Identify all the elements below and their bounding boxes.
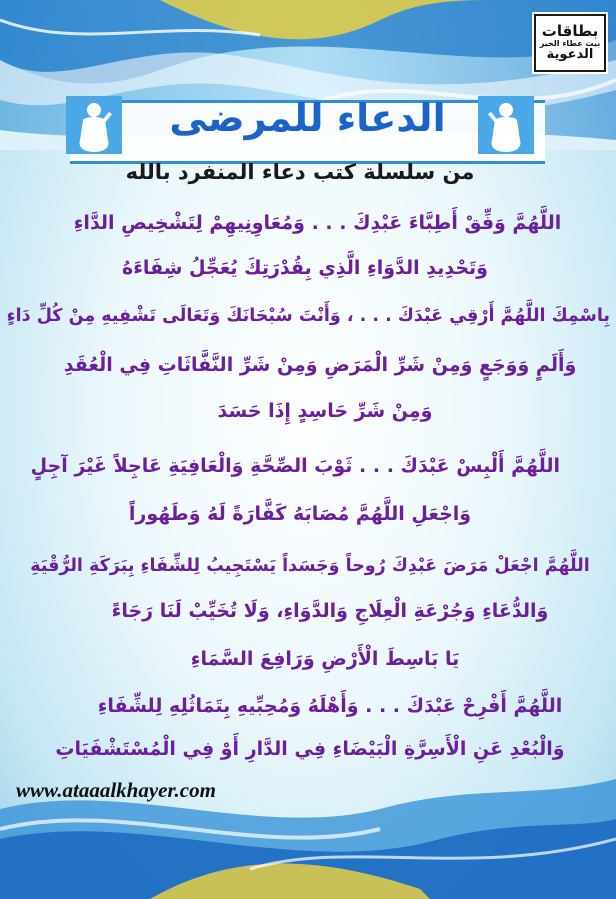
publisher-logo: [534, 14, 606, 72]
prayer-line: يَا بَاسِطَ الْأَرْضِ وَرَافِعَ السَّمَاءِ: [190, 648, 460, 670]
prayer-line: اللَّهُمَّ أَلْبِسْ عَبْدَكَ . . . ثَوْبَ الصِّحَّةِ وَالْعَافِيَةِ عَاجِلاً غَيْرَ آجِلٍ: [30, 455, 560, 477]
prayer-line: بِاسْمِكَ اللَّهُمَّ أَرْقِي عَبْدَكَ . . . ، وَأَنْتَ سُبْحَانَكَ وَتَعَالَى تَشْفِيهِ مِنْ كُلِّ دَاءٍ: [6, 306, 610, 326]
prayer-line: اللَّهُمَّ اجْعَلْ مَرَضَ عَبْدِكَ رُوحاً وَجَسَداً يَسْتَجِيبُ لِلشِّفَاءِ بِبَرَكَةِ الرُّقْيَةِ: [30, 556, 590, 576]
prayer-line: وَتَحْدِيدِ الدَّوَاءِ الَّذِي بِقُدْرَتِكَ يُعَجِّلُ شِفَاءَهُ: [122, 257, 488, 279]
praying-person-icon: [478, 96, 534, 154]
prayer-line: اللَّهُمَّ وَفِّقْ أَطِبَّاءَ عَبْدِكَ . . . وَمُعَاوِنِيهِمْ لِتَشْخِيصِ الدَّاءِ: [73, 212, 562, 234]
logo-line-1: بطاقات: [541, 22, 599, 41]
prayer-line: اللَّهُمَّ أَفْرِحْ عَبْدَكَ . . . وَأَهْلَهُ وَمُحِبِّيهِ بِتَمَاثُلِهِ لِلشِّفَاءِ: [97, 695, 563, 717]
prayer-line: وَاجْعَلِ اللَّهُمَّ مُصَابَهُ كَفَّارَةً لَهُ وَطَهُوراً: [128, 503, 472, 525]
prayer-line: وَأَلَمٍ وَوَجَعٍ وَمِنْ شَرِّ الْمَرَضِ وَمِنْ شَرِّ النَّفَّاثَاتِ فِي الْعُقَدِ: [63, 354, 577, 376]
prayer-line: وَمِنْ شَرِّ حَاسِدٍ إِذَا حَسَدَ: [217, 400, 433, 422]
page-subtitle: من سلسلة كتب دعاء المنفرد بالله: [125, 160, 475, 184]
praying-person-icon: [66, 96, 122, 154]
prayer-line: وَالْبُعْدِ عَنِ الْأَسِرَّةِ الْبَيْضَاءِ فِي الدَّارِ أَوْ فِي الْمُسْتَشْفَيَاتِ: [55, 738, 565, 760]
prayer-line: وَالدُّعَاءِ وَجُرْعَةِ الْعِلَاجِ وَالدَّوَاءِ، وَلَا تُخَيِّبْ لَنَا رَجَاءً: [111, 600, 549, 622]
logo-line-3: الدعوية: [546, 47, 594, 63]
logo-line-2: بيت عطاء الخير: [539, 38, 601, 48]
page-title: الدعاء للمرضى: [169, 96, 446, 140]
website-link[interactable]: www.ataaalkhayer.com: [16, 778, 216, 802]
